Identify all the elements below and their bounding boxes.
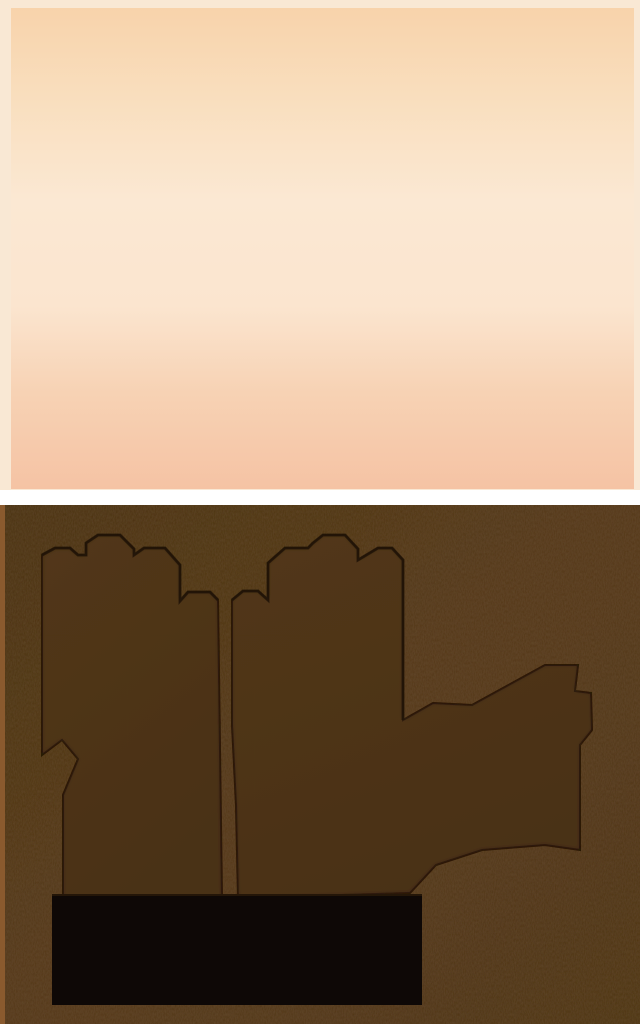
wrist-slot[interactable] [52,895,422,1005]
board-edge [0,505,5,1024]
leather-board-svg [0,505,640,1024]
sky-panel [0,0,640,490]
sky-gradient [11,8,634,489]
leather-puzzle-board [0,505,640,1024]
